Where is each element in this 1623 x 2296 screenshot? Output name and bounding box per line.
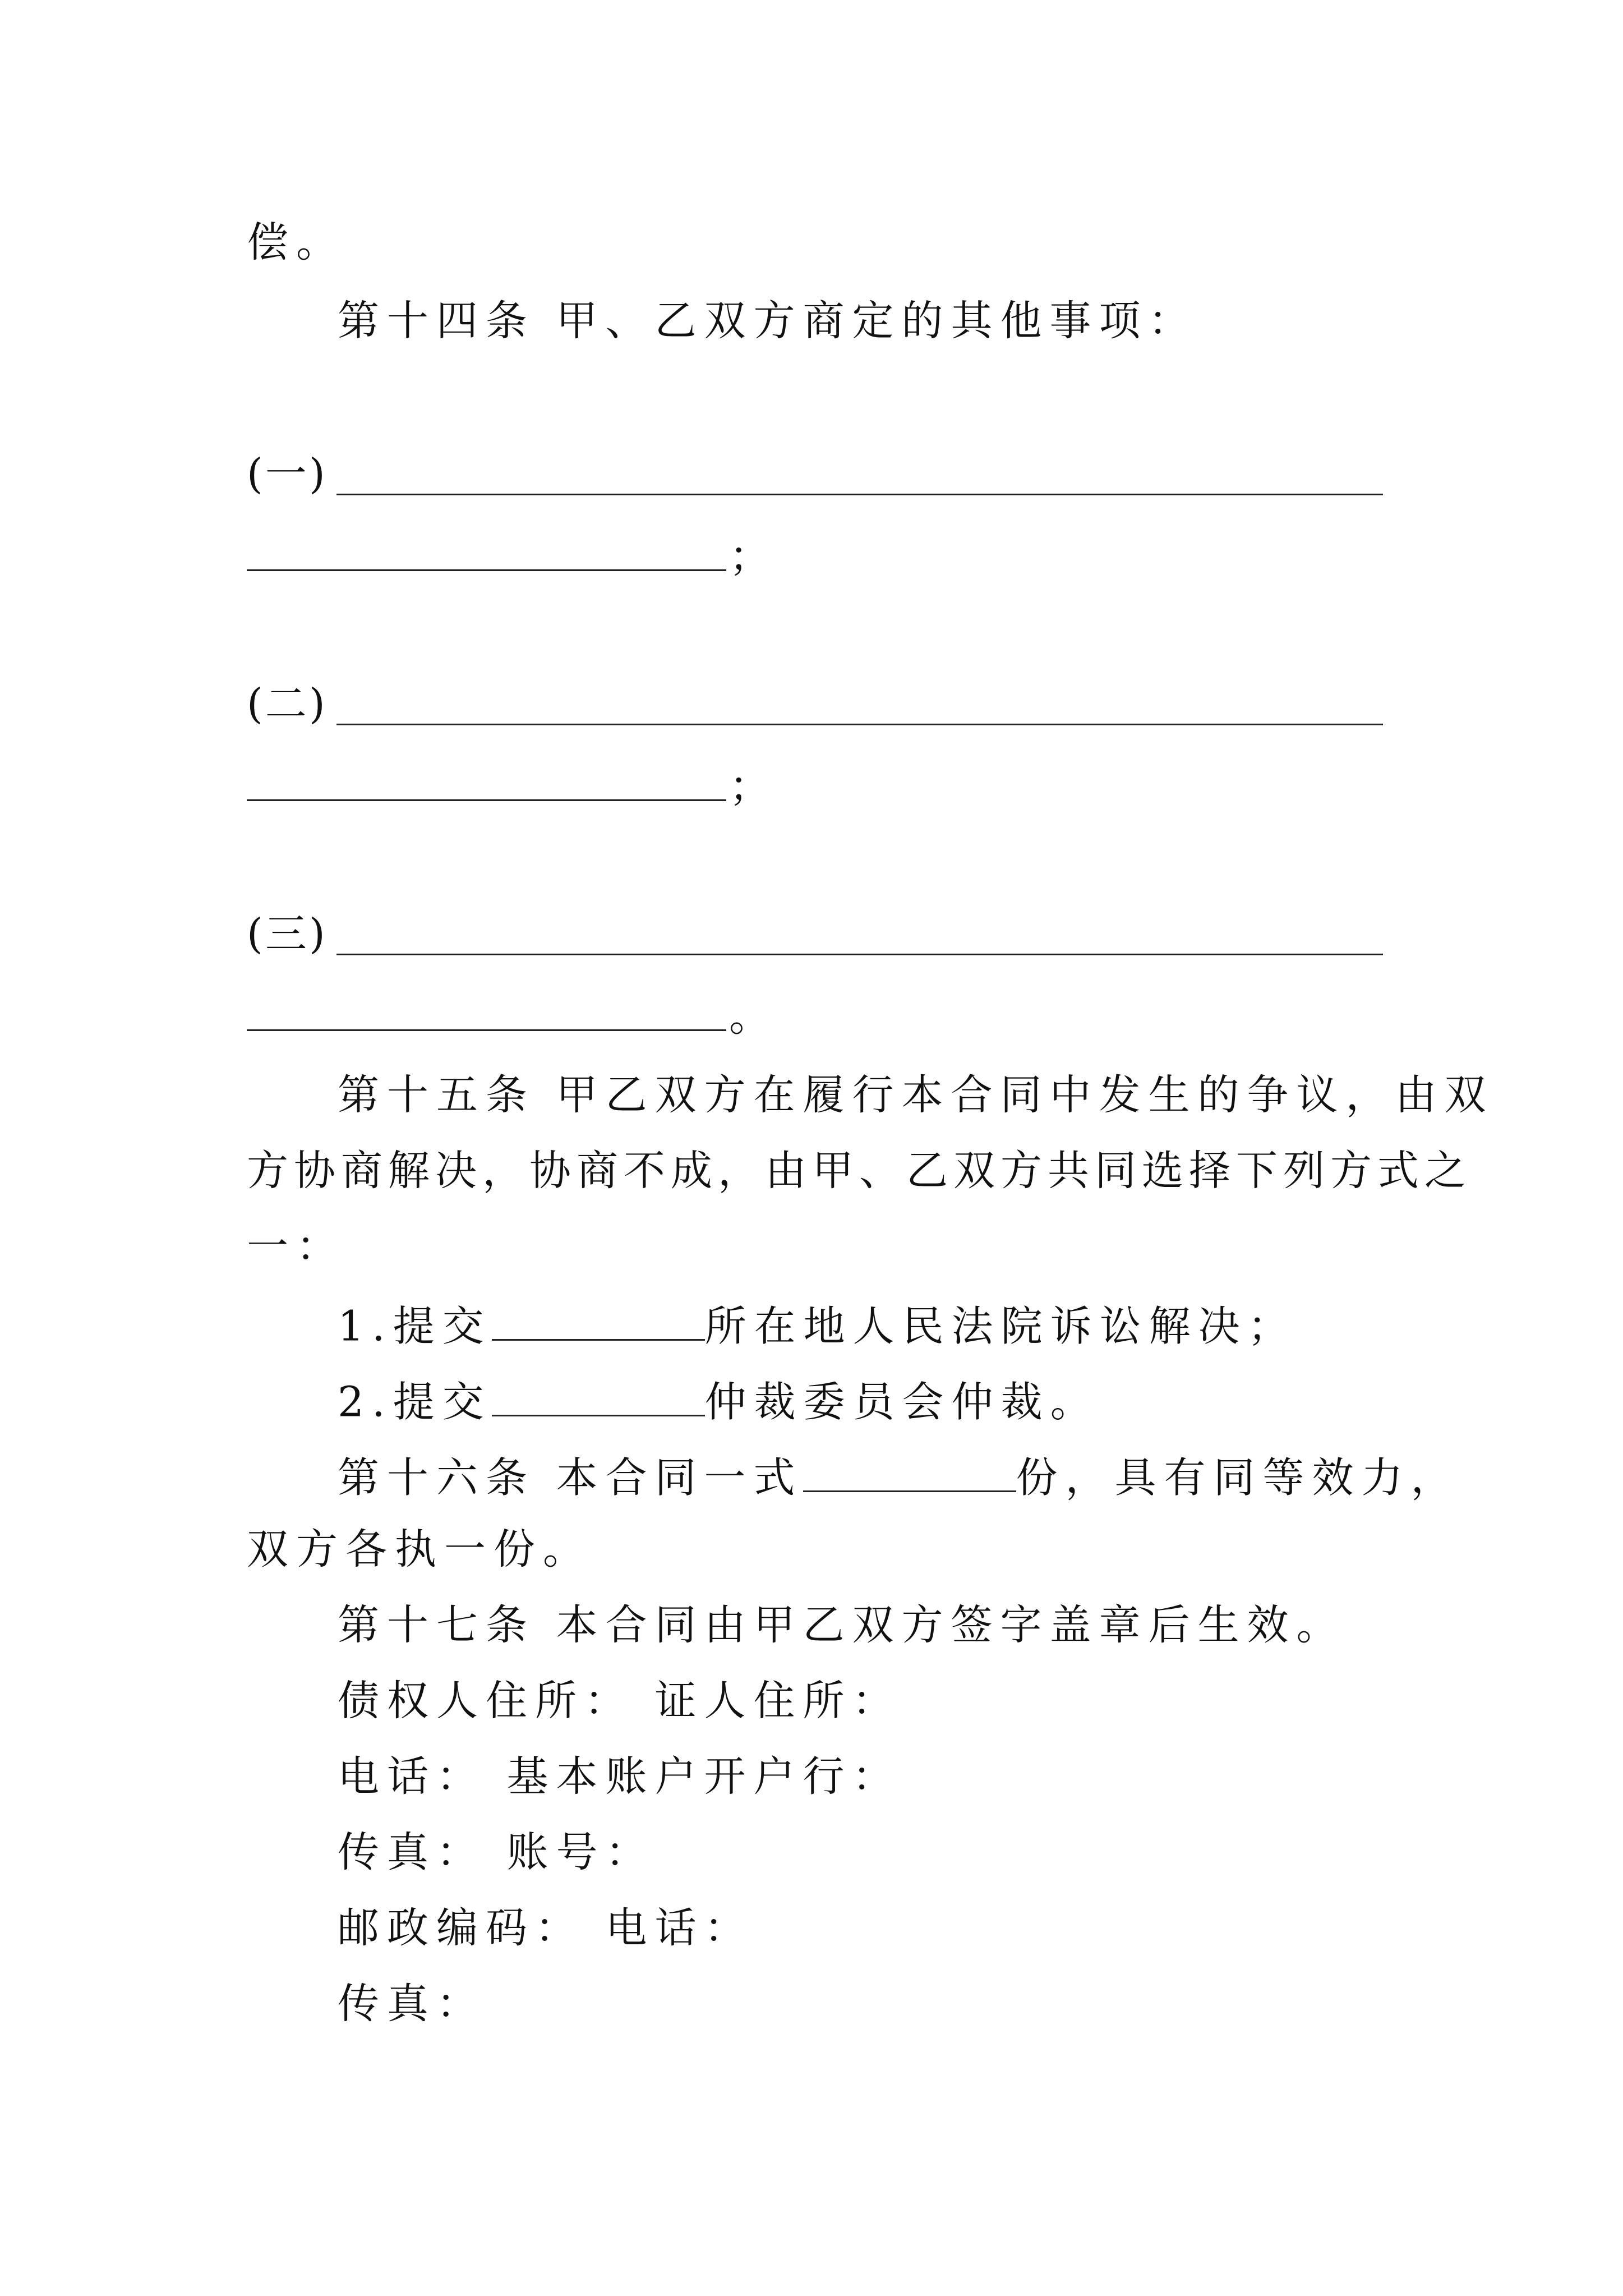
article-15-line-1: 第十五条 甲乙双方在履行本合同中发生的争议，由双 (338, 1071, 1494, 1119)
item-2-label: (二) (247, 680, 328, 728)
option-1-prefix: 1.提交 (338, 1302, 492, 1351)
info-line-phone-bank: 电话： 基本账户开户行： (338, 1752, 902, 1801)
item-3-label: (三) (247, 910, 328, 958)
item-2-blank-line-2[interactable] (247, 799, 726, 801)
option-2 (338, 1377, 1100, 1427)
item-2-end-punct: ； (729, 762, 778, 811)
article-15-line-3: 一： (247, 1222, 345, 1271)
item-1-end-punct: ； (729, 532, 778, 581)
article-17: 第十七条 本合同由甲乙双方签字盖章后生效。 (338, 1601, 1346, 1649)
option-2-prefix: 2.提交 (338, 1378, 492, 1427)
article-14-heading: 第十四条 甲、乙双方商定的其他事项： (338, 297, 1198, 345)
continuation-text: 偿。 (247, 218, 345, 266)
info-line-fax-account: 传真： 账号： (338, 1828, 655, 1876)
article-15-line-2: 方协商解决，协商不成，由甲、乙双方共同选择下列方式之 (247, 1147, 1472, 1195)
option-2-suffix: 仲裁委员会仲裁。 (704, 1378, 1100, 1427)
info-line-fax: 传真： (338, 1980, 486, 2028)
info-line-address: 债权人住所： 证人住所： (338, 1677, 902, 1725)
option-1 (338, 1301, 1297, 1351)
item-3-blank-line[interactable] (336, 954, 1383, 955)
item-2-blank-line[interactable] (336, 724, 1383, 725)
option-1-suffix: 所在地人民法院诉讼解决； (704, 1302, 1297, 1351)
article-16-copies-blank[interactable] (803, 1453, 1016, 1492)
item-3-blank-line-2[interactable] (247, 1029, 726, 1031)
item-3-end-punct: 。 (729, 992, 778, 1041)
item-1-blank-line[interactable] (336, 494, 1383, 495)
item-1-blank-line-2[interactable] (247, 569, 726, 571)
article-16-line-2: 双方各执一份。 (247, 1525, 592, 1573)
article-16-prefix: 第十六条 本合同一式 (338, 1453, 803, 1502)
article-16-suffix: 份，具有同等效力， (1016, 1453, 1460, 1502)
article-16-line-1 (338, 1453, 1460, 1502)
option-2-blank[interactable] (492, 1377, 705, 1416)
info-line-postcode-phone: 邮政编码： 电话： (338, 1904, 754, 1952)
option-1-blank[interactable] (492, 1301, 705, 1341)
item-1-label: (一) (247, 450, 328, 498)
